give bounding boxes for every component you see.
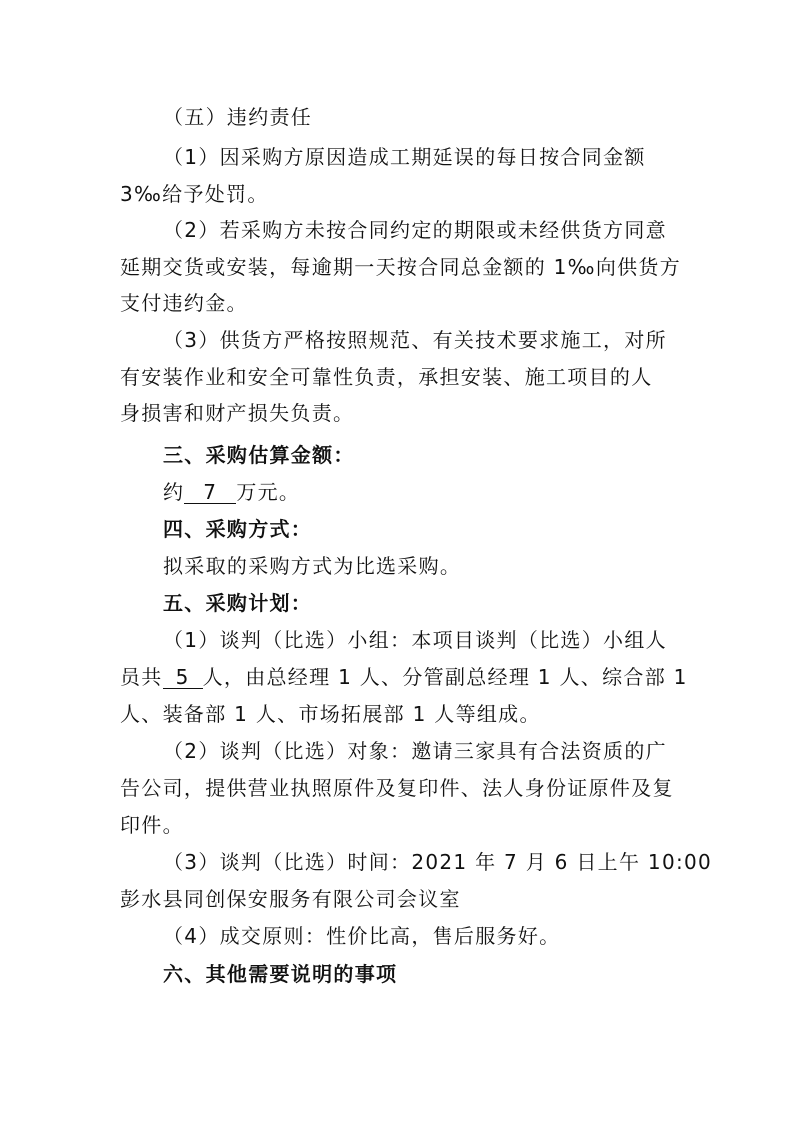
plan-item2-line3: 印件。 bbox=[120, 813, 184, 837]
plan-item1-prefix: 员共 bbox=[120, 665, 163, 689]
plan-item1-line3: 人、装备部 1 人、市场拓展部 1 人等组成。 bbox=[120, 702, 541, 726]
breach-item3-line1: （3）供货方严格按照规范、有关技术要求施工，对所 bbox=[163, 328, 667, 352]
plan-heading: 五、采购计划： bbox=[163, 591, 313, 615]
method-text: 拟采取的采购方式为比选采购。 bbox=[163, 554, 462, 578]
breach-item2-line1: （2）若采购方未按合同约定的期限或未经供货方同意 bbox=[163, 218, 667, 242]
plan-item1-line2 bbox=[120, 663, 688, 691]
plan-item2-line1: （2）谈判（比选）对象：邀请三家具有合法资质的广 bbox=[163, 739, 667, 763]
plan-item4-line1: （4）成交原则：性价比高，售后服务好。 bbox=[163, 924, 561, 948]
plan-item3-line1: （3）谈判（比选）时间：2021 年 7 月 6 日上午 10:00 bbox=[163, 850, 713, 874]
plan-item1-line1: （1）谈判（比选）小组：本项目谈判（比选）小组人 bbox=[163, 628, 667, 652]
estimate-prefix: 约 bbox=[163, 480, 185, 504]
breach-item2-line3: 支付违约金。 bbox=[120, 291, 248, 315]
breach-item3-line3: 身损害和财产损失负责。 bbox=[120, 401, 355, 425]
breach-item3-line2: 有安装作业和安全可靠性负责，承担安装、施工项目的人 bbox=[120, 365, 653, 389]
other-heading: 六、其他需要说明的事项 bbox=[163, 962, 398, 986]
estimate-amount: 7 bbox=[184, 481, 236, 504]
plan-item2-line2: 告公司，提供营业执照原件及复印件、法人身份证原件及复 bbox=[120, 776, 674, 800]
breach-item1-line2: 3‰给予处罚。 bbox=[120, 182, 269, 206]
breach-heading: （五）违约责任 bbox=[163, 105, 313, 129]
estimate-line bbox=[163, 478, 300, 506]
estimate-heading: 三、采购估算金额： bbox=[163, 443, 355, 467]
breach-item1-line1: （1）因采购方原因造成工期延误的每日按合同金额 bbox=[163, 145, 646, 169]
estimate-suffix: 万元。 bbox=[236, 480, 301, 504]
plan-item3-line2: 彭水县同创保安服务有限公司会议室 bbox=[120, 887, 461, 911]
breach-item2-line2: 延期交货或安装，每逾期一天按合同总金额的 1‰向供货方 bbox=[120, 255, 682, 279]
plan-item1-suffix: 人，由总经理 1 人、分管副总经理 1 人、综合部 1 bbox=[202, 665, 688, 689]
method-heading: 四、采购方式： bbox=[163, 517, 313, 541]
plan-item1-count: 5 bbox=[163, 666, 203, 689]
